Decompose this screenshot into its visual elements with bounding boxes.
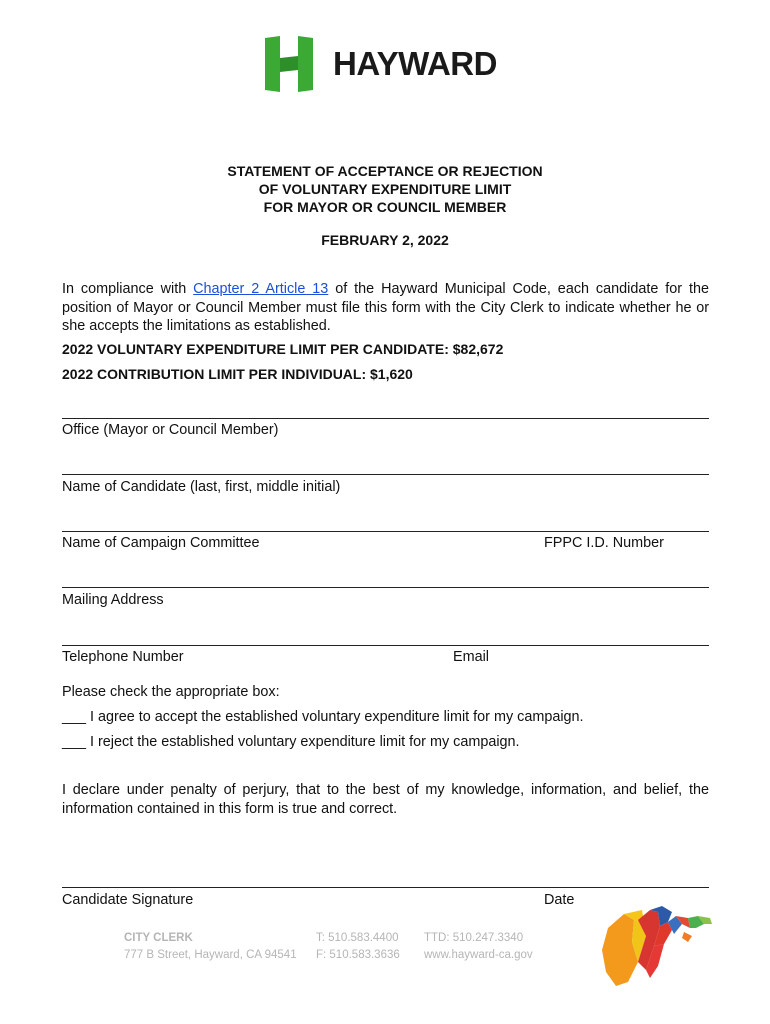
committee-field-line[interactable] (62, 531, 709, 532)
candidate-name-field-line[interactable] (62, 474, 709, 475)
intro-paragraph (62, 280, 709, 336)
intro-text-start: In compliance with (62, 281, 194, 297)
signature-label: Candidate Signature (62, 892, 194, 908)
hayward-city-map-icon (598, 906, 718, 988)
title-line-2: OF VOLUNTARY EXPENDITURE LIMIT (258, 181, 512, 197)
footer-website[interactable]: www.hayward-ca.gov (424, 949, 533, 961)
signature-field-line[interactable] (62, 887, 709, 888)
email-label: Email (453, 649, 489, 665)
footer-clerk-block (124, 930, 297, 964)
telephone-label: Telephone Number (62, 649, 184, 665)
chapter-2-article-13-link[interactable]: Chapter 2 Article 13 (193, 281, 329, 297)
expenditure-limit: 2022 VOLUNTARY EXPENDITURE LIMIT PER CANDIDATE: $82,672 (62, 341, 504, 357)
footer-phone: T: 510.583.4400 (316, 932, 399, 944)
form-title (60, 162, 710, 216)
title-line-1: STATEMENT OF ACCEPTANCE OR REJECTION (227, 163, 543, 179)
hayward-h-logo-icon (265, 36, 313, 92)
footer-dept: CITY CLERK (124, 932, 193, 944)
office-field-line[interactable] (62, 418, 709, 419)
mailing-address-label: Mailing Address (62, 592, 164, 608)
logo-wordmark: HAYWARD (333, 45, 497, 82)
footer-phone-block (316, 930, 400, 964)
fppc-id-label: FPPC I.D. Number (544, 535, 664, 551)
office-label: Office (Mayor or Council Member) (62, 422, 279, 438)
hayward-logo (265, 36, 505, 94)
intro-text-end: of the Hayward Municipal Code, each candidate for the position of Mayor or Council Member must file this form with the City Clerk to indicate whether he or she accepts the limitations as established. (62, 281, 709, 334)
candidate-name-label: Name of Candidate (last, first, middle initial) (62, 479, 341, 495)
footer-ttd: TTD: 510.247.3340 (424, 932, 524, 944)
footer-address: 777 B Street, Hayward, CA 94541 (124, 949, 297, 961)
reject-option[interactable]: ___ I reject the established voluntary expenditure limit for my campaign. (62, 734, 520, 750)
accept-option[interactable]: ___ I agree to accept the established voluntary expenditure limit for my campaign. (62, 709, 584, 725)
footer-fax: F: 510.583.3636 (316, 949, 400, 961)
committee-label: Name of Campaign Committee (62, 535, 260, 551)
choice-prompt: Please check the appropriate box: (62, 684, 280, 700)
telephone-email-field-line[interactable] (62, 645, 709, 646)
footer-web-block (424, 930, 533, 964)
declaration-text: I declare under penalty of perjury, that to the best of my knowledge, information, and belief, the information contained in this form is true and correct. (62, 782, 709, 817)
title-line-3: FOR MAYOR OR COUNCIL MEMBER (263, 199, 507, 215)
form-date: FEBRUARY 2, 2022 (321, 232, 449, 248)
contribution-limit: 2022 CONTRIBUTION LIMIT PER INDIVIDUAL: $1,620 (62, 366, 413, 382)
mailing-address-field-line[interactable] (62, 587, 709, 588)
signature-date-label: Date (544, 892, 575, 908)
